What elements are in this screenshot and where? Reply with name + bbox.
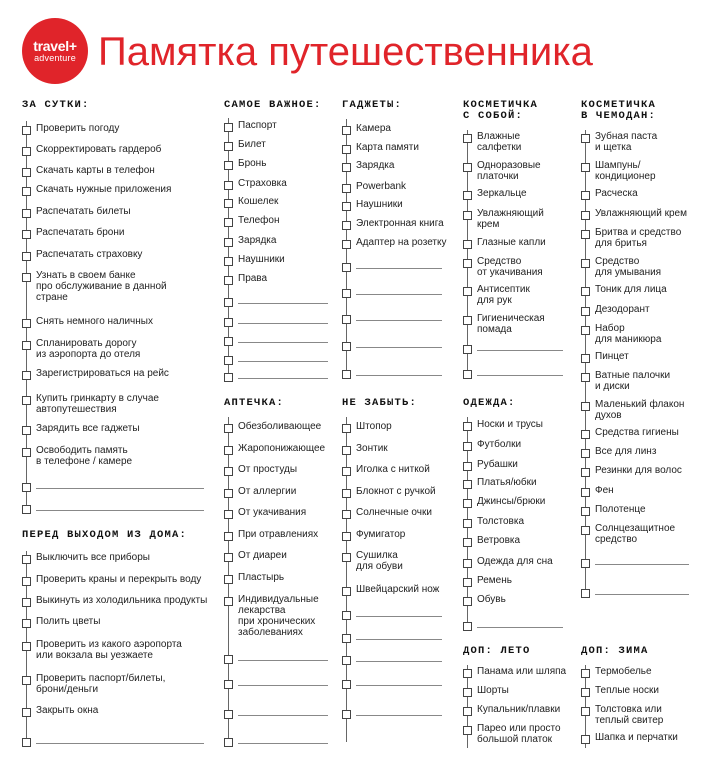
section-title: ПЕРЕД ВЫХОДОМ ИЗ ДОМА:	[22, 529, 188, 541]
checkbox-icon[interactable]	[581, 134, 590, 143]
checkbox-icon[interactable]	[224, 181, 233, 190]
checkbox-icon[interactable]	[224, 337, 233, 346]
checklist-item-label: Телефон	[238, 215, 280, 226]
checkbox-icon[interactable]	[463, 163, 472, 172]
checklist-item-label: Шампунь/ кондиционер	[595, 160, 656, 182]
checkbox-icon[interactable]	[463, 622, 472, 631]
section-title: САМОЕ ВАЖНОЕ:	[224, 99, 322, 111]
checklist-item-label: Скачать карты в телефон	[36, 165, 155, 176]
checkbox-icon[interactable]	[342, 587, 351, 596]
checkbox-icon[interactable]	[342, 680, 351, 689]
checkbox-icon[interactable]	[581, 589, 590, 598]
checkbox-icon[interactable]	[463, 499, 472, 508]
logo-line-1: travel+	[33, 38, 77, 54]
blank-write-line[interactable]	[595, 564, 689, 565]
checkbox-icon[interactable]	[342, 510, 351, 519]
checkbox-icon[interactable]	[22, 319, 31, 328]
checklist-item-label: Иголка с ниткой	[356, 464, 430, 475]
checkbox-icon[interactable]	[463, 480, 472, 489]
checkbox-icon[interactable]	[342, 656, 351, 665]
section-odezhda	[463, 397, 553, 605]
section-title: АПТЕЧКА:	[224, 397, 285, 409]
checkbox-icon[interactable]	[463, 597, 472, 606]
checkbox-icon[interactable]	[342, 446, 351, 455]
blank-write-line[interactable]	[356, 639, 442, 640]
checklist-item-label: Дезодорант	[595, 304, 650, 315]
checklist-item-label: Ремень	[477, 575, 512, 586]
checklist-item-label: Скорректировать гардероб	[36, 144, 162, 155]
checkbox-icon[interactable]	[581, 430, 590, 439]
checkbox-icon[interactable]	[581, 735, 590, 744]
checklist-item-label: Страховка	[238, 178, 287, 189]
checkbox-icon[interactable]	[224, 655, 233, 664]
checkbox-icon[interactable]	[224, 710, 233, 719]
section-za-sutki	[22, 99, 172, 467]
checklist-item-label: Одноразовые платочки	[477, 160, 541, 182]
checklist-item-label: Зарядка	[238, 235, 277, 246]
checkbox-icon[interactable]	[22, 252, 31, 261]
checkbox-icon[interactable]	[224, 532, 233, 541]
checklist-item-label: Проверить погоду	[36, 123, 120, 134]
checklist-item-label: Тоник для лица	[595, 284, 667, 295]
checkbox-icon[interactable]	[224, 257, 233, 266]
checkbox-icon[interactable]	[224, 142, 233, 151]
checkbox-icon[interactable]	[463, 240, 472, 249]
checklist-item-label: От простуды	[238, 464, 298, 475]
section-aptechka	[224, 397, 326, 638]
checkbox-icon[interactable]	[463, 211, 472, 220]
checkbox-icon[interactable]	[581, 191, 590, 200]
blank-write-line[interactable]	[477, 627, 563, 628]
checklist-item-label: Освободить память в телефоне / камере	[36, 445, 133, 467]
checkbox-icon[interactable]	[581, 230, 590, 239]
checkbox-icon[interactable]	[581, 449, 590, 458]
checklist-item-label: Теплые носки	[595, 685, 659, 696]
checklist-item-label: Права	[238, 273, 268, 284]
checkbox-icon[interactable]	[342, 263, 351, 272]
checklist-item-label: Распечатать брони	[36, 227, 125, 238]
blank-write-line[interactable]	[356, 347, 442, 348]
blank-write-line[interactable]	[356, 661, 442, 662]
checklist-item-label: Все для линз	[595, 446, 657, 457]
checkbox-icon[interactable]	[463, 316, 472, 325]
blank-write-line[interactable]	[356, 320, 442, 321]
checkbox-icon[interactable]	[224, 424, 233, 433]
blank-write-line[interactable]	[238, 378, 328, 379]
checklist-item-label: Шорты	[477, 685, 509, 696]
checkbox-icon[interactable]	[224, 276, 233, 285]
checkbox-icon[interactable]	[224, 123, 233, 132]
blank-write-line[interactable]	[238, 743, 328, 744]
section-title: ДОП: ЛЕТО	[463, 645, 531, 657]
blank-write-line[interactable]	[356, 294, 442, 295]
section-title: КОСМЕТИЧКА В ЧЕМОДАН:	[581, 99, 657, 122]
checklist-item-label: Купальник/плавки	[477, 704, 561, 715]
checklist-item-label: Ветровка	[477, 535, 521, 546]
blank-write-line[interactable]	[36, 488, 204, 489]
checklist-item-label: Средства гигиены	[595, 427, 679, 438]
blank-write-line[interactable]	[356, 715, 442, 716]
checkbox-icon[interactable]	[342, 163, 351, 172]
checkbox-icon[interactable]	[224, 446, 233, 455]
checklist-item-label: Камера	[356, 123, 391, 134]
checklist-item-label: Полотенце	[595, 504, 646, 515]
checkbox-icon[interactable]	[581, 707, 590, 716]
checkbox-icon[interactable]	[22, 126, 31, 135]
checkbox-icon[interactable]	[342, 467, 351, 476]
checklist-item-label: Выкинуть из холодильника продукты	[36, 595, 208, 606]
checklist-item-label: Швейцарский нож	[356, 584, 440, 595]
checklist-item-label: Пластырь	[238, 572, 285, 583]
checkbox-icon[interactable]	[581, 468, 590, 477]
checklist-item-label: Проверить краны и перекрыть воду	[36, 574, 202, 585]
checklist-item-label: Зонтик	[356, 443, 388, 454]
checklist-item-label: Фумигатор	[356, 529, 406, 540]
checkbox-icon[interactable]	[581, 326, 590, 335]
checklist-item-label: Бронь	[238, 158, 267, 169]
checkbox-icon[interactable]	[463, 559, 472, 568]
blank-write-line[interactable]	[356, 375, 442, 376]
checkbox-icon[interactable]	[463, 370, 472, 379]
checklist-item-label: Проверить из какого аэропорта или вокзала вы уезжаете	[36, 639, 182, 661]
checklist-item-label: Кошелек	[238, 196, 279, 207]
checkbox-icon[interactable]	[463, 259, 472, 268]
blank-write-line[interactable]	[356, 268, 442, 269]
checklist-item-label: Маленький флакон духов	[595, 399, 685, 421]
checklist-track-line	[346, 417, 347, 742]
checkbox-icon[interactable]	[224, 161, 233, 170]
blank-write-line[interactable]	[595, 594, 689, 595]
checkbox-icon[interactable]	[342, 221, 351, 230]
travel-adventure-logo	[22, 18, 88, 84]
checkbox-icon[interactable]	[581, 507, 590, 516]
checkbox-icon[interactable]	[224, 467, 233, 476]
checklist-item-label: Карта памяти	[356, 142, 419, 153]
section-title: КОСМЕТИЧКА С СОБОЙ:	[463, 99, 539, 122]
checklist-item-label: Платья/юбки	[477, 477, 537, 488]
checklist-item-label: Обувь	[477, 594, 506, 605]
checklist-item-label: При отравлениях	[238, 529, 319, 540]
checkbox-icon[interactable]	[342, 202, 351, 211]
checkbox-icon[interactable]	[463, 538, 472, 547]
checklist-item-label: От укачивания	[238, 507, 307, 518]
checkbox-icon[interactable]	[342, 532, 351, 541]
checkbox-icon[interactable]	[342, 710, 351, 719]
checklist-item-label: Средство для умывания	[595, 256, 662, 278]
checkbox-icon[interactable]	[581, 373, 590, 382]
checklist-item-label: Обезболивающее	[238, 421, 322, 432]
checklist-item-label: Носки и трусы	[477, 419, 543, 430]
checkbox-icon[interactable]	[224, 356, 233, 365]
checkbox-icon[interactable]	[22, 273, 31, 282]
checkbox-icon[interactable]	[463, 191, 472, 200]
checklist-item-label: Индивидуальные лекарства при хронических заболеваниях	[238, 594, 319, 638]
checklist-item-label: Спланировать дорогу из аэропорта до отеля	[36, 338, 141, 360]
checkbox-icon[interactable]	[342, 342, 351, 351]
blank-write-line[interactable]	[238, 715, 328, 716]
logo-line-2: adventure	[34, 53, 76, 63]
checklist-item-label: Увлажняющий крем	[595, 208, 687, 219]
checklist-item-label: Ватные палочки и диски	[595, 370, 671, 392]
checkbox-icon[interactable]	[22, 187, 31, 196]
checkbox-icon[interactable]	[224, 373, 233, 382]
checkbox-icon[interactable]	[22, 738, 31, 747]
checkbox-icon[interactable]	[342, 424, 351, 433]
blank-write-line[interactable]	[356, 616, 442, 617]
checklist-item-label: Полить цветы	[36, 616, 101, 627]
checkbox-icon[interactable]	[22, 598, 31, 607]
checkbox-icon[interactable]	[463, 442, 472, 451]
blank-write-line[interactable]	[36, 743, 204, 744]
checklist-item-label: Зарядка	[356, 160, 395, 171]
checkbox-icon[interactable]	[342, 634, 351, 643]
checklist-item-label: От аллергии	[238, 486, 297, 497]
checkbox-icon[interactable]	[224, 218, 233, 227]
checkbox-icon[interactable]	[22, 483, 31, 492]
checklist-item-label: Блокнот с ручкой	[356, 486, 436, 497]
blank-write-line[interactable]	[477, 350, 563, 351]
checkbox-icon[interactable]	[463, 669, 472, 678]
checkbox-icon[interactable]	[342, 289, 351, 298]
checklist-item-label: Адаптер на розетку	[356, 237, 447, 248]
section-kosmetichka-v-chemodan	[581, 99, 687, 545]
checklist-item-label: Наушники	[356, 199, 403, 210]
checklist-item-label: Термобелье	[595, 666, 652, 677]
checklist-item-label: Влажные салфетки	[477, 131, 522, 153]
section-dop-zima	[581, 645, 678, 743]
checkbox-icon[interactable]	[463, 707, 472, 716]
checkbox-icon[interactable]	[22, 577, 31, 586]
checkbox-icon[interactable]	[581, 559, 590, 568]
checkbox-icon[interactable]	[22, 396, 31, 405]
checklist-item-label: Увлажняющий крем	[477, 208, 544, 230]
blank-write-line[interactable]	[238, 660, 328, 661]
checklist-item-label: Зеркальце	[477, 188, 527, 199]
checkbox-icon[interactable]	[342, 489, 351, 498]
checkbox-icon[interactable]	[463, 422, 472, 431]
checkbox-icon[interactable]	[463, 519, 472, 528]
checkbox-icon[interactable]	[581, 287, 590, 296]
section-title: ГАДЖЕТЫ:	[342, 99, 403, 111]
checkbox-icon[interactable]	[22, 147, 31, 156]
checkbox-icon[interactable]	[342, 315, 351, 324]
checklist-item-label: Купить гринкарту в случае автопутешествия	[36, 393, 159, 415]
checklist-item-label: Глазные капли	[477, 237, 546, 248]
checkbox-icon[interactable]	[463, 688, 472, 697]
checkbox-icon[interactable]	[224, 597, 233, 606]
blank-write-line[interactable]	[238, 342, 328, 343]
page-title: Памятка путешественника	[98, 30, 593, 74]
checkbox-icon[interactable]	[342, 553, 351, 562]
checkbox-icon[interactable]	[342, 184, 351, 193]
checklist-item-label: Джинсы/брюки	[477, 496, 546, 507]
blank-write-line[interactable]	[36, 510, 204, 511]
checkbox-icon[interactable]	[224, 298, 233, 307]
checkbox-icon[interactable]	[342, 611, 351, 620]
checklist-item-label: Powerbank	[356, 181, 407, 192]
checklist-item-label: Одежда для сна	[477, 556, 553, 567]
section-title: ЗА СУТКИ:	[22, 99, 90, 111]
checklist-item-label: Узнать в своем банке про обслуживание в данной стране	[36, 270, 167, 303]
section-title: ОДЕЖДА:	[463, 397, 516, 409]
blank-write-line[interactable]	[356, 685, 442, 686]
blank-write-line[interactable]	[238, 323, 328, 324]
checkbox-icon[interactable]	[463, 345, 472, 354]
checkbox-icon[interactable]	[22, 708, 31, 717]
checkbox-icon[interactable]	[22, 505, 31, 514]
checklist-item-label: Паспорт	[238, 120, 277, 131]
checklist-item-label: Распечатать билеты	[36, 206, 131, 217]
section-ne-zabyt	[342, 397, 440, 595]
checklist-item-label: Распечатать страховку	[36, 249, 143, 260]
checklist-item-label: Панама или шляпа	[477, 666, 567, 677]
checklist-item-label: Парео или просто большой платок	[477, 723, 561, 745]
checklist-item-label: Проверить паспорт/билеты, брони/деньги	[36, 673, 166, 695]
checklist-item-label: Снять немного наличных	[36, 316, 153, 327]
checklist-item-label: Шапка и перчатки	[595, 732, 678, 743]
checklist-item-label: Толстовка	[477, 516, 525, 527]
checklist-item-label: Электронная книга	[356, 218, 444, 229]
section-pered-vyhodom	[22, 529, 208, 716]
checkbox-icon[interactable]	[224, 553, 233, 562]
checklist-item-label: Наушники	[238, 254, 285, 265]
checkbox-icon[interactable]	[22, 209, 31, 218]
checkbox-icon[interactable]	[581, 211, 590, 220]
checkbox-icon[interactable]	[224, 575, 233, 584]
checklist-item-label: Резинки для волос	[595, 465, 682, 476]
blank-write-line[interactable]	[477, 375, 563, 376]
checkbox-icon[interactable]	[224, 238, 233, 247]
checklist-item-label: Зарегистрироваться на рейс	[36, 368, 169, 379]
blank-write-line[interactable]	[238, 361, 328, 362]
checkbox-icon[interactable]	[22, 230, 31, 239]
checklist-item-label: От диареи	[238, 550, 287, 561]
checkbox-icon[interactable]	[224, 318, 233, 327]
checkbox-icon[interactable]	[224, 489, 233, 498]
section-samoe-vazhnoe	[224, 99, 322, 284]
checklist-item-label: Средство от укачивания	[477, 256, 543, 278]
checklist-item-label: Фен	[595, 485, 614, 496]
checkbox-icon[interactable]	[22, 619, 31, 628]
checklist-item-label: Билет	[238, 139, 266, 150]
checkbox-icon[interactable]	[463, 462, 472, 471]
checkbox-icon[interactable]	[342, 240, 351, 249]
checklist-item-label: Набор для маникюра	[595, 323, 662, 345]
checkbox-icon[interactable]	[581, 307, 590, 316]
checkbox-icon[interactable]	[22, 168, 31, 177]
section-title: ДОП: ЗИМА	[581, 645, 649, 657]
checkbox-icon[interactable]	[22, 371, 31, 380]
checklist-item-label: Штопор	[356, 421, 392, 432]
checklist-item-label: Солнечные очки	[356, 507, 432, 518]
section-dop-leto	[463, 645, 567, 745]
section-gadzhety	[342, 99, 447, 248]
checklist-item-label: Толстовка или теплый свитер	[595, 704, 664, 726]
checkbox-icon[interactable]	[581, 163, 590, 172]
checkbox-icon[interactable]	[581, 354, 590, 363]
checklist-item-label: Зубная паста и щетка	[595, 131, 658, 153]
checkbox-icon[interactable]	[342, 370, 351, 379]
checklist-item-label: Пинцет	[595, 351, 629, 362]
checkbox-icon[interactable]	[22, 448, 31, 457]
checkbox-icon[interactable]	[581, 402, 590, 411]
checklist-item-label: Зарядить все гаджеты	[36, 423, 140, 434]
checkbox-icon[interactable]	[581, 669, 590, 678]
checkbox-icon[interactable]	[342, 126, 351, 135]
checkbox-icon[interactable]	[581, 488, 590, 497]
checkbox-icon[interactable]	[224, 680, 233, 689]
blank-write-line[interactable]	[238, 303, 328, 304]
checklist-item-label: Рубашки	[477, 459, 518, 470]
checkbox-icon[interactable]	[22, 642, 31, 651]
checklist-item-label: Закрыть окна	[36, 705, 99, 716]
blank-write-line[interactable]	[238, 685, 328, 686]
checkbox-icon[interactable]	[463, 578, 472, 587]
checkbox-icon[interactable]	[581, 688, 590, 697]
checkbox-icon[interactable]	[342, 145, 351, 154]
checkbox-icon[interactable]	[463, 726, 472, 735]
checklist-item-label: Скачать нужные приложения	[36, 184, 172, 195]
checklist-item-label: Гигиеническая помада	[477, 313, 545, 335]
checkbox-icon[interactable]	[463, 134, 472, 143]
section-title: НЕ ЗАБЫТЬ:	[342, 397, 418, 409]
checklist-item-label: Жаропонижающее	[238, 443, 326, 454]
checklist-item-label: Расческа	[595, 188, 638, 199]
checkbox-icon[interactable]	[581, 259, 590, 268]
checkbox-icon[interactable]	[463, 287, 472, 296]
checkbox-icon[interactable]	[22, 555, 31, 564]
checkbox-icon[interactable]	[581, 526, 590, 535]
checkbox-icon[interactable]	[22, 426, 31, 435]
checklist-item-label: Бритва и средство для бритья	[595, 227, 682, 249]
checklist-item-label: Выключить все приборы	[36, 552, 150, 563]
checkbox-icon[interactable]	[224, 738, 233, 747]
checklist-item-label: Сушилка для обуви	[356, 550, 403, 572]
checkbox-icon[interactable]	[22, 341, 31, 350]
checkbox-icon[interactable]	[22, 676, 31, 685]
checklist-item-label: Антисептик для рук	[477, 284, 530, 306]
checkbox-icon[interactable]	[224, 199, 233, 208]
checklist-item-label: Футболки	[477, 439, 522, 450]
section-kosmetichka-s-soboy	[463, 99, 546, 335]
checklist-item-label: Солнцезащитное средство	[595, 523, 676, 545]
checkbox-icon[interactable]	[224, 510, 233, 519]
